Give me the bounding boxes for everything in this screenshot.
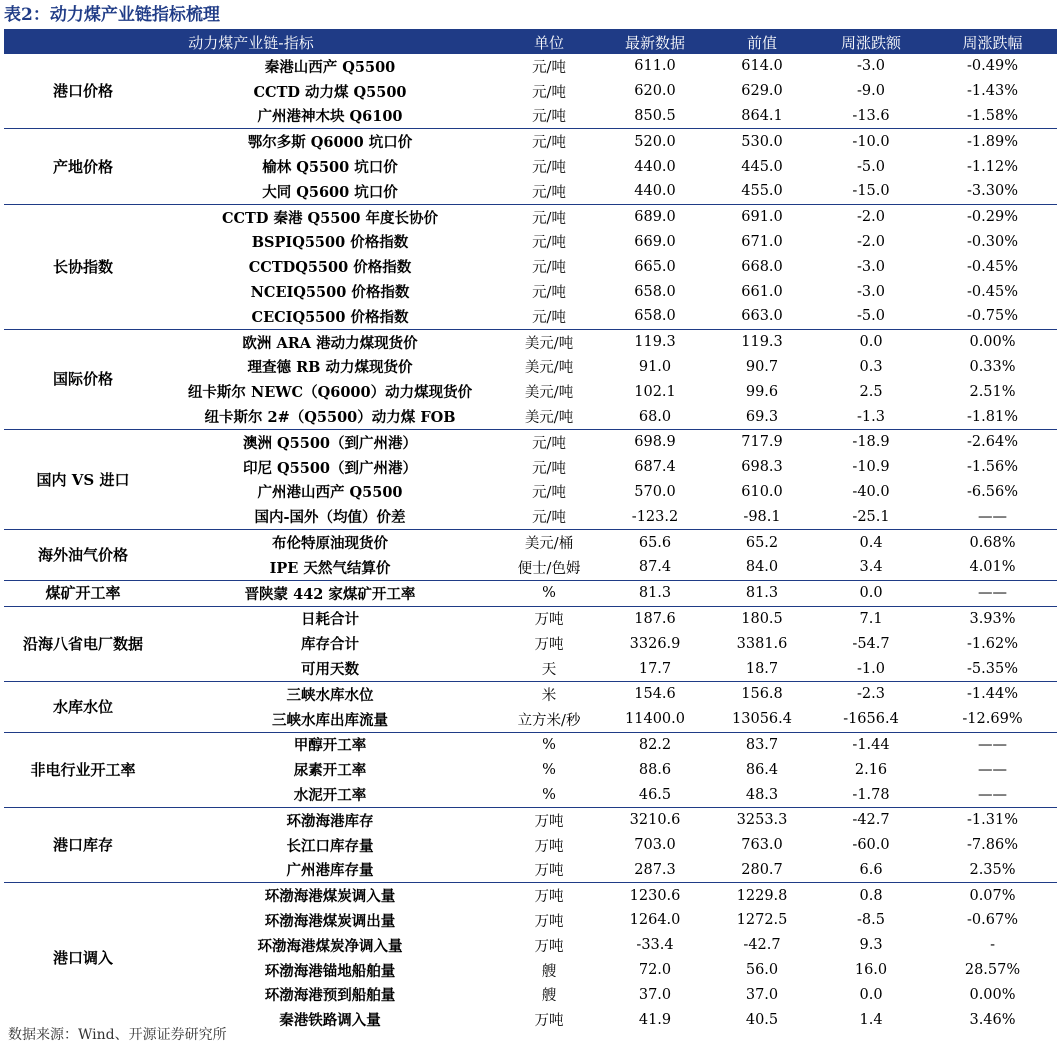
latest-value-cell: 620.0 <box>634 83 676 100</box>
unit-cell: 元/吨 <box>498 129 600 154</box>
indicator-cell: 大同 Q5600 坑口价 <box>262 183 398 201</box>
unit-cell: 万吨 <box>498 883 600 908</box>
indicator-cell: IPE 天然气结算价 <box>269 559 391 577</box>
latest-value-cell: 17.7 <box>638 660 672 677</box>
latest-value-cell: 611.0 <box>634 58 676 75</box>
table-row <box>4 631 1057 656</box>
header-latest: 最新数据 <box>600 30 710 54</box>
table-row <box>4 204 1057 229</box>
previous-value-cell: 119.3 <box>710 329 814 354</box>
latest-value-cell: 81.3 <box>600 580 710 606</box>
table-row <box>4 480 1057 505</box>
table-row <box>4 79 1057 104</box>
previous-value-cell: 671.0 <box>741 233 783 250</box>
previous-value-cell: 455.0 <box>741 183 783 200</box>
previous-value-cell: 99.6 <box>745 383 779 400</box>
indicator-cell: 澳洲 Q5500（到广州港） <box>162 429 498 454</box>
header-row <box>4 30 1057 54</box>
indicator-cell: 环渤海港煤炭调入量 <box>162 883 498 908</box>
table-row <box>4 958 1057 983</box>
latest-value-cell: 119.3 <box>600 329 710 354</box>
indicator-cell: 国内-国外（均值）价差 <box>254 509 406 527</box>
unit-cell: % <box>498 732 600 757</box>
weekly-change-pct-cell: 2.35% <box>969 861 1016 878</box>
previous-value-cell: 3253.3 <box>710 807 814 832</box>
weekly-change-cell: -1.3 <box>857 408 885 425</box>
weekly-change-pct-cell: 3.93% <box>928 606 1057 631</box>
latest-value-cell: 102.1 <box>634 383 676 400</box>
previous-value-cell: 445.0 <box>741 158 783 175</box>
indicator-cell: 环渤海港预到船舶量 <box>264 987 396 1005</box>
weekly-change-cell: 0.4 <box>814 530 928 555</box>
header-unit: 单位 <box>498 30 600 54</box>
table-row <box>4 833 1057 858</box>
table-row <box>4 732 1057 757</box>
unit-cell: 元/吨 <box>532 160 566 177</box>
latest-value-cell: -33.4 <box>636 937 674 954</box>
weekly-change-cell: -3.0 <box>857 283 885 300</box>
weekly-change-pct-cell: —— <box>978 508 1008 525</box>
weekly-change-cell: -2.0 <box>857 233 885 250</box>
previous-value-cell: 1229.8 <box>710 883 814 908</box>
latest-value-cell: 520.0 <box>600 129 710 154</box>
indicator-cell: 秦港铁路调入量 <box>279 1012 381 1030</box>
weekly-change-cell: -40.0 <box>852 483 890 500</box>
group-label: 水库水位 <box>4 681 162 732</box>
indicator-cell: 榆林 Q5500 坑口价 <box>262 159 398 177</box>
weekly-change-pct-cell: 0.68% <box>928 530 1057 555</box>
unit-cell: 万吨 <box>498 606 600 631</box>
unit-cell: 元/吨 <box>532 510 566 527</box>
latest-value-cell: 689.0 <box>600 204 710 229</box>
unit-cell: 立方米/秒 <box>517 712 581 729</box>
unit-cell: 元/吨 <box>532 260 566 277</box>
latest-value-cell: 850.5 <box>634 107 676 124</box>
unit-cell: 元/吨 <box>498 204 600 229</box>
group-label: 沿海八省电厂数据 <box>4 606 162 681</box>
unit-cell: 万吨 <box>534 913 564 930</box>
table-row <box>4 656 1057 681</box>
group-label: 港口库存 <box>4 807 162 882</box>
weekly-change-cell: -1656.4 <box>843 711 899 728</box>
weekly-change-cell: 7.1 <box>814 606 928 631</box>
unit-cell: 美元/桶 <box>498 530 600 555</box>
group-label: 产地价格 <box>4 129 162 204</box>
indicator-cell: 印尼 Q5500（到广州港） <box>242 459 418 477</box>
indicator-cell: 晋陕蒙 442 家煤矿开工率 <box>162 580 498 606</box>
table-title: 表2：动力煤产业链指标梳理 <box>4 5 220 25</box>
indicator-cell: 环渤海港库存 <box>162 807 498 832</box>
table-row <box>4 858 1057 883</box>
table-row <box>4 154 1057 179</box>
unit-cell: 元/吨 <box>532 59 566 76</box>
latest-value-cell: 187.6 <box>600 606 710 631</box>
group-label: 港口调入 <box>4 883 162 1032</box>
previous-value-cell: 614.0 <box>741 58 783 75</box>
indicator-cell: 日耗合计 <box>162 606 498 631</box>
previous-value-cell: 18.7 <box>745 660 779 677</box>
header-weekly-change-pct: 周涨跌幅 <box>928 30 1057 54</box>
weekly-change-pct-cell: -2.64% <box>928 429 1057 454</box>
weekly-change-cell: -5.0 <box>857 308 885 325</box>
unit-cell: 元/吨 <box>532 235 566 252</box>
latest-value-cell: 665.0 <box>634 258 676 275</box>
indicator-cell: 可用天数 <box>301 661 359 679</box>
weekly-change-cell: 16.0 <box>854 962 888 979</box>
weekly-change-pct-cell: 2.51% <box>969 383 1016 400</box>
weekly-change-pct-cell: -1.31% <box>928 807 1057 832</box>
indicator-cell: 甲醇开工率 <box>162 732 498 757</box>
weekly-change-pct-cell: -5.35% <box>967 660 1018 677</box>
weekly-change-cell: 0.0 <box>859 986 883 1003</box>
indicator-cell: 广州港山西产 Q5500 <box>257 484 403 502</box>
unit-cell: % <box>542 786 556 803</box>
unit-cell: 万吨 <box>498 807 600 832</box>
previous-value-cell: 90.7 <box>745 358 779 375</box>
unit-cell: 万吨 <box>534 938 564 955</box>
latest-value-cell: 570.0 <box>634 483 676 500</box>
weekly-change-cell: -10.0 <box>814 129 928 154</box>
weekly-change-cell: -13.6 <box>852 107 890 124</box>
weekly-change-cell: -2.3 <box>814 681 928 706</box>
group-label: 港口价格 <box>52 82 113 101</box>
table-row <box>4 429 1057 454</box>
table-row <box>4 179 1057 204</box>
previous-value-cell: 717.9 <box>710 429 814 454</box>
weekly-change-cell: -60.0 <box>852 837 890 854</box>
weekly-change-pct-cell: -0.30% <box>967 233 1018 250</box>
unit-cell: 元/吨 <box>532 309 566 326</box>
table-row <box>4 807 1057 832</box>
unit-cell: 天 <box>541 662 557 679</box>
table-row <box>4 379 1057 404</box>
previous-value-cell: 69.3 <box>745 408 779 425</box>
weekly-change-pct-cell: -1.89% <box>928 129 1057 154</box>
latest-value-cell: 658.0 <box>634 283 676 300</box>
table-row <box>4 606 1057 631</box>
latest-value-cell: 440.0 <box>634 183 676 200</box>
weekly-change-cell: -9.0 <box>857 83 885 100</box>
indicator-cell: 库存合计 <box>301 636 359 654</box>
group-label: 海外油气价格 <box>4 530 162 581</box>
latest-value-cell: 3210.6 <box>600 807 710 832</box>
weekly-change-cell: 9.3 <box>859 937 883 954</box>
weekly-change-cell: 2.16 <box>854 761 888 778</box>
group-label: 长协指数 <box>4 204 162 329</box>
weekly-change-cell: 1.4 <box>859 1011 883 1028</box>
table-row <box>4 757 1057 782</box>
table-row <box>4 404 1057 429</box>
weekly-change-cell: 6.6 <box>859 861 883 878</box>
indicator-cell: 三峡水库出库流量 <box>272 711 388 729</box>
previous-value-cell: 663.0 <box>741 308 783 325</box>
weekly-change-cell: -8.5 <box>857 912 885 929</box>
table-row <box>4 104 1057 129</box>
weekly-change-pct-cell: -1.62% <box>967 635 1018 652</box>
weekly-change-cell: -2.0 <box>814 204 928 229</box>
previous-value-cell: 13056.4 <box>732 711 792 728</box>
latest-value-cell: 91.0 <box>638 358 672 375</box>
weekly-change-pct-cell: -1.81% <box>967 408 1018 425</box>
unit-cell: 元/吨 <box>498 429 600 454</box>
previous-value-cell: 530.0 <box>710 129 814 154</box>
unit-cell: 美元/吨 <box>524 360 574 377</box>
weekly-change-pct-cell: 0.33% <box>969 358 1016 375</box>
weekly-change-pct-cell: -0.67% <box>967 912 1018 929</box>
table-row <box>4 580 1057 606</box>
unit-cell: 元/吨 <box>532 485 566 502</box>
group-label: 非电行业开工率 <box>4 732 162 807</box>
table-row <box>4 681 1057 706</box>
latest-value-cell: 65.6 <box>600 530 710 555</box>
weekly-change-cell: 0.8 <box>814 883 928 908</box>
indicator-cell: 理查德 RB 动力煤现货价 <box>247 359 413 377</box>
table-row <box>4 908 1057 933</box>
latest-value-cell: 687.4 <box>634 459 676 476</box>
weekly-change-cell: -1.44 <box>814 732 928 757</box>
latest-value-cell: 3326.9 <box>629 635 681 652</box>
previous-value-cell: 56.0 <box>745 962 779 979</box>
previous-value-cell: -98.1 <box>743 508 781 525</box>
table-row <box>4 254 1057 279</box>
unit-cell: 美元/吨 <box>524 410 574 427</box>
indicator-cell: NCEIQ5500 价格指数 <box>250 284 410 302</box>
indicator-cell: CCTDQ5500 价格指数 <box>248 259 412 277</box>
weekly-change-pct-cell: -7.86% <box>967 837 1018 854</box>
indicator-cell: 布伦特原油现货价 <box>162 530 498 555</box>
unit-cell: 万吨 <box>534 1013 564 1030</box>
latest-value-cell: 87.4 <box>638 559 672 576</box>
table-row <box>4 279 1057 304</box>
latest-value-cell: 72.0 <box>638 962 672 979</box>
weekly-change-pct-cell: -1.44% <box>928 681 1057 706</box>
unit-cell: 艘 <box>541 963 557 980</box>
weekly-change-cell: -1.78 <box>852 786 890 803</box>
indicator-cell: 纽卡斯尔 NEWC（Q6000）动力煤现货价 <box>187 384 473 402</box>
indicator-cell: 水泥开工率 <box>293 787 367 804</box>
weekly-change-cell: 0.0 <box>814 329 928 354</box>
source-note: 数据来源：Wind、开源证券研究所 <box>8 1027 227 1043</box>
indicator-cell: 尿素开工率 <box>293 762 367 780</box>
table-row <box>4 54 1057 79</box>
indicator-cell: CCTD 秦港 Q5500 年度长协价 <box>162 204 498 229</box>
previous-value-cell: 81.3 <box>710 580 814 606</box>
weekly-change-pct-cell: -0.29% <box>928 204 1057 229</box>
indicator-cell: 长江口库存量 <box>286 837 374 855</box>
weekly-change-cell: -5.0 <box>857 158 885 175</box>
group-label: 国内 VS 进口 <box>4 429 162 529</box>
indicator-cell: 三峡水库水位 <box>162 681 498 706</box>
unit-cell: 元/吨 <box>532 109 566 126</box>
unit-cell: % <box>542 761 556 778</box>
weekly-change-cell: -3.0 <box>857 258 885 275</box>
group-label: 煤矿开工率 <box>4 580 162 606</box>
table-row <box>4 530 1057 555</box>
table-row <box>4 329 1057 354</box>
latest-value-cell: 698.9 <box>600 429 710 454</box>
header-previous: 前值 <box>710 30 814 54</box>
weekly-change-pct-cell: -1.56% <box>967 459 1018 476</box>
weekly-change-pct-cell: -0.75% <box>967 308 1018 325</box>
weekly-change-pct-cell: 28.57% <box>964 962 1021 979</box>
previous-value-cell: 156.8 <box>710 681 814 706</box>
unit-cell: 元/吨 <box>532 84 566 101</box>
unit-cell: 便士/色姆 <box>517 560 581 577</box>
weekly-change-pct-cell: -0.45% <box>967 283 1018 300</box>
weekly-change-pct-cell: 3.46% <box>969 1011 1016 1028</box>
table-row <box>4 355 1057 380</box>
latest-value-cell: 287.3 <box>634 861 676 878</box>
latest-value-cell: 703.0 <box>634 837 676 854</box>
latest-value-cell: -123.2 <box>631 508 679 525</box>
previous-value-cell: 37.0 <box>745 986 779 1003</box>
table-row <box>4 707 1057 732</box>
unit-cell: 米 <box>498 681 600 706</box>
weekly-change-cell: -10.9 <box>852 459 890 476</box>
weekly-change-cell: 3.4 <box>859 559 883 576</box>
indicator-cell: 纽卡斯尔 2#（Q5500）动力煤 FOB <box>204 409 456 427</box>
previous-value-cell: 629.0 <box>741 83 783 100</box>
table-row <box>4 129 1057 154</box>
weekly-change-pct-cell: -1.58% <box>967 107 1018 124</box>
weekly-change-cell: -1.0 <box>857 660 885 677</box>
weekly-change-pct-cell: 0.00% <box>969 986 1016 1003</box>
weekly-change-cell: 0.0 <box>814 580 928 606</box>
weekly-change-pct-cell: 4.01% <box>969 559 1016 576</box>
previous-value-cell: -42.7 <box>743 937 781 954</box>
weekly-change-cell: -18.9 <box>814 429 928 454</box>
unit-cell: 万吨 <box>534 838 564 855</box>
previous-value-cell: 864.1 <box>741 107 783 124</box>
unit-cell: % <box>498 580 600 606</box>
weekly-change-pct-cell: - <box>990 937 995 954</box>
previous-value-cell: 3381.6 <box>736 635 788 652</box>
unit-cell: 万吨 <box>534 863 564 880</box>
unit-cell: 万吨 <box>534 637 564 654</box>
latest-value-cell: 37.0 <box>638 986 672 1003</box>
weekly-change-pct-cell: 0.00% <box>928 329 1057 354</box>
weekly-change-pct-cell: 0.07% <box>928 883 1057 908</box>
latest-value-cell: 1230.6 <box>600 883 710 908</box>
indicator-cell: 环渤海港煤炭净调入量 <box>257 937 403 955</box>
weekly-change-cell: -25.1 <box>852 508 890 525</box>
previous-value-cell: 661.0 <box>741 283 783 300</box>
weekly-change-pct-cell: —— <box>928 732 1057 757</box>
latest-value-cell: 658.0 <box>634 308 676 325</box>
weekly-change-pct-cell: -1.12% <box>967 158 1018 175</box>
previous-value-cell: 1272.5 <box>736 912 788 929</box>
latest-value-cell: 440.0 <box>634 158 676 175</box>
weekly-change-pct-cell: -3.30% <box>967 183 1018 200</box>
table-row <box>4 782 1057 807</box>
latest-value-cell: 154.6 <box>600 681 710 706</box>
latest-value-cell: 1264.0 <box>629 912 681 929</box>
table-row <box>4 455 1057 480</box>
weekly-change-cell: -3.0 <box>857 58 885 75</box>
group-label: 国际价格 <box>4 329 162 429</box>
unit-cell: 元/吨 <box>532 285 566 302</box>
indicator-cell: CECIQ5500 价格指数 <box>251 308 409 326</box>
coal-indicator-table <box>4 30 1057 1032</box>
weekly-change-pct-cell: —— <box>978 786 1008 803</box>
indicator-cell: 环渤海港煤炭调出量 <box>264 912 396 930</box>
latest-value-cell: 669.0 <box>634 233 676 250</box>
weekly-change-pct-cell: -12.69% <box>962 711 1023 728</box>
previous-value-cell: 763.0 <box>741 837 783 854</box>
weekly-change-pct-cell: -0.45% <box>967 258 1018 275</box>
previous-value-cell: 280.7 <box>741 861 783 878</box>
weekly-change-cell: -15.0 <box>852 183 890 200</box>
header-weekly-change: 周涨跌额 <box>814 30 928 54</box>
table-row <box>4 304 1057 329</box>
unit-cell: 元/吨 <box>532 184 566 201</box>
unit-cell: 艘 <box>541 988 557 1005</box>
table-row <box>4 982 1057 1007</box>
indicator-cell: 广州港库存量 <box>286 862 374 880</box>
unit-cell: 元/吨 <box>532 460 566 477</box>
indicator-cell: 环渤海港锚地船舶量 <box>264 962 396 980</box>
latest-value-cell: 11400.0 <box>625 711 685 728</box>
indicator-cell: BSPIQ5500 价格指数 <box>251 234 409 252</box>
table-row <box>4 504 1057 529</box>
previous-value-cell: 610.0 <box>741 483 783 500</box>
table-row <box>4 883 1057 908</box>
table-body <box>4 54 1057 1032</box>
indicator-cell: 欧洲 ARA 港动力煤现货价 <box>162 329 498 354</box>
previous-value-cell: 86.4 <box>745 761 779 778</box>
latest-value-cell: 68.0 <box>638 408 672 425</box>
weekly-change-cell: -42.7 <box>814 807 928 832</box>
unit-cell: 美元/吨 <box>524 385 574 402</box>
table-row <box>4 230 1057 255</box>
previous-value-cell: 668.0 <box>741 258 783 275</box>
previous-value-cell: 48.3 <box>745 786 779 803</box>
latest-value-cell: 41.9 <box>638 1011 672 1028</box>
weekly-change-cell: 2.5 <box>859 383 883 400</box>
latest-value-cell: 46.5 <box>638 786 672 803</box>
latest-value-cell: 88.6 <box>638 761 672 778</box>
indicator-cell: 秦港山西产 Q5500 <box>264 58 396 76</box>
table-row <box>4 555 1057 580</box>
latest-value-cell: 82.2 <box>600 732 710 757</box>
header-indicator: 动力煤产业链-指标 <box>4 30 498 54</box>
weekly-change-pct-cell: —— <box>928 580 1057 606</box>
previous-value-cell: 83.7 <box>710 732 814 757</box>
weekly-change-pct-cell: -1.43% <box>967 83 1018 100</box>
table-row <box>4 933 1057 958</box>
indicator-cell: 广州港神木块 Q6100 <box>257 108 403 126</box>
indicator-cell: 鄂尔多斯 Q6000 坑口价 <box>162 129 498 154</box>
weekly-change-cell: 0.3 <box>859 358 883 375</box>
previous-value-cell: 65.2 <box>710 530 814 555</box>
weekly-change-pct-cell: -0.49% <box>967 58 1018 75</box>
unit-cell: 美元/吨 <box>498 329 600 354</box>
previous-value-cell: 40.5 <box>745 1011 779 1028</box>
weekly-change-cell: -54.7 <box>852 635 890 652</box>
weekly-change-pct-cell: —— <box>978 761 1008 778</box>
previous-value-cell: 180.5 <box>710 606 814 631</box>
indicator-cell: CCTD 动力煤 Q5500 <box>253 83 407 101</box>
weekly-change-pct-cell: -6.56% <box>967 483 1018 500</box>
previous-value-cell: 691.0 <box>710 204 814 229</box>
previous-value-cell: 84.0 <box>745 559 779 576</box>
previous-value-cell: 698.3 <box>741 459 783 476</box>
